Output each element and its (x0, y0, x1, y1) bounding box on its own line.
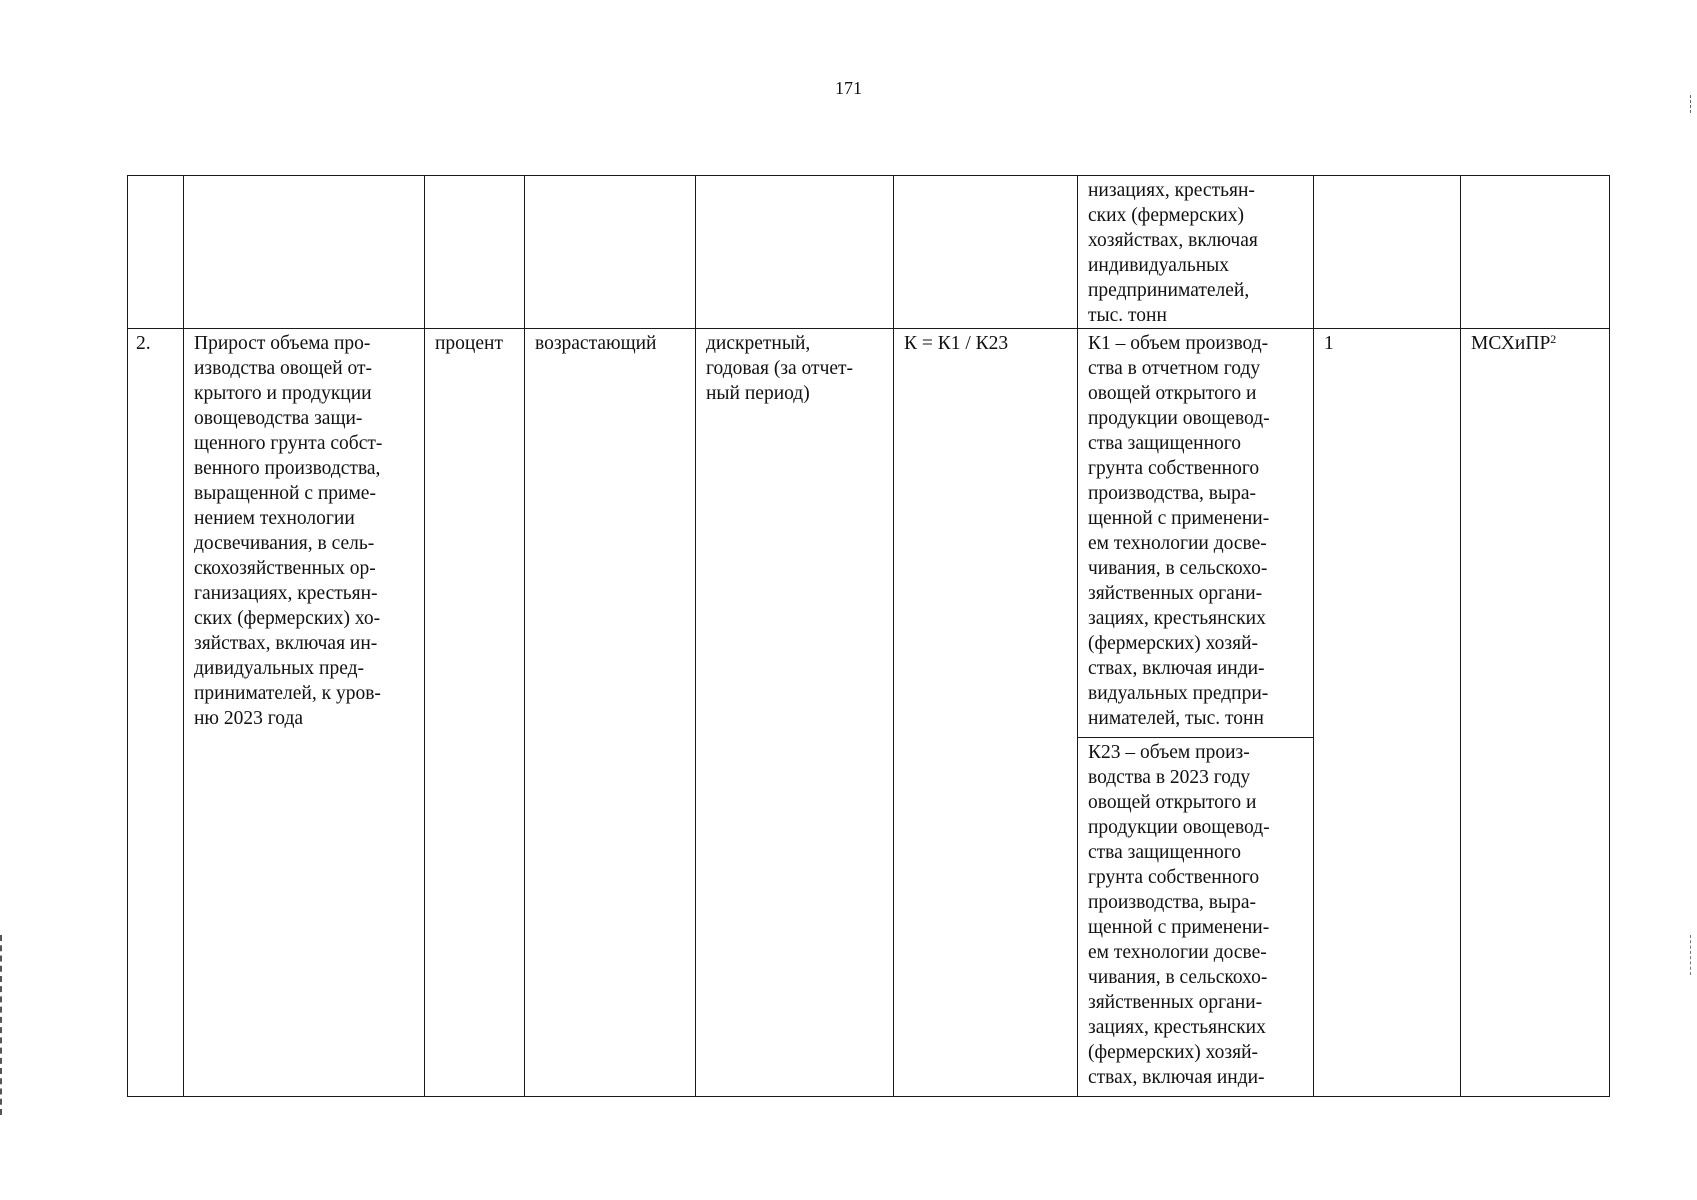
cell-empty (1314, 176, 1461, 329)
cell-empty (184, 176, 425, 329)
indicator-table (127, 175, 1610, 1097)
margin-scan-mark (1690, 95, 1695, 113)
page-number: 171 (835, 78, 862, 98)
table-row-indicator-2 (128, 329, 1610, 738)
cell-unit: процент (425, 329, 525, 1097)
cell-indicator-type: дискретный, годовая (за отчет- ный период) (696, 329, 894, 1097)
cell-empty (128, 176, 184, 329)
cell-k23-description: К23 – объем произ- водства в 2023 году овощей открытого и продукции овощевод- ства защищенного грунта собственного производства, выра- щенной с применени- ем технологии досве- чивания, в сельскохо- зяйственных органи- зациях, крестьянских (фермерских) хозяй- ствах, включая инди- (1078, 738, 1314, 1097)
cell-formula: К = К1 / К23 (894, 329, 1078, 1097)
cell-responsible (1461, 329, 1610, 1097)
responsible-name: МСХиПР (1471, 333, 1551, 354)
cell-empty (696, 176, 894, 329)
cell-k1-description: К1 – объем производ- ства в отчетном году овощей открытого и продукции овощевод- ства защищенного грунта собственного производства, выра- щенной с применени- ем технологии досве- чивания, в сельскохо- зяйственных органи- зациях, крестьянских (фермерских) хозяй- ствах, включая инди- видуальных предпри- нимателей, тыс. тонн (1078, 329, 1314, 738)
cell-dynamics: возрастающий (525, 329, 696, 1097)
cell-empty (1461, 176, 1610, 329)
cell-indicator-description-continued: низациях, крестьян- ских (фермерских) хозяйствах, включая индивидуальных предпринимателей, тыс. тонн (1078, 176, 1314, 329)
margin-scan-mark (1690, 935, 1695, 975)
cell-indicator-name: Прирост объема про- изводства овощей от- крытого и продукции овощеводства защи- щенного грунта собст- венного производства, выращенной с приме- нением технологии досвечивания, в сель- скохозяйственных ор- ганизациях, крестьян- ских (фермерских) хо- зяйствах, включая ин- дивидуальных пред- принимателей, к уров- ню 2023 года (184, 329, 425, 1097)
cell-row-number: 2. (128, 329, 184, 1097)
footnote-marker: 2 (1550, 332, 1557, 346)
cell-method-code: 1 (1314, 329, 1461, 1097)
table-row-continuation (128, 176, 1610, 329)
cell-empty (525, 176, 696, 329)
cell-empty (425, 176, 525, 329)
cell-empty (894, 176, 1078, 329)
margin-scan-mark (0, 935, 5, 1115)
